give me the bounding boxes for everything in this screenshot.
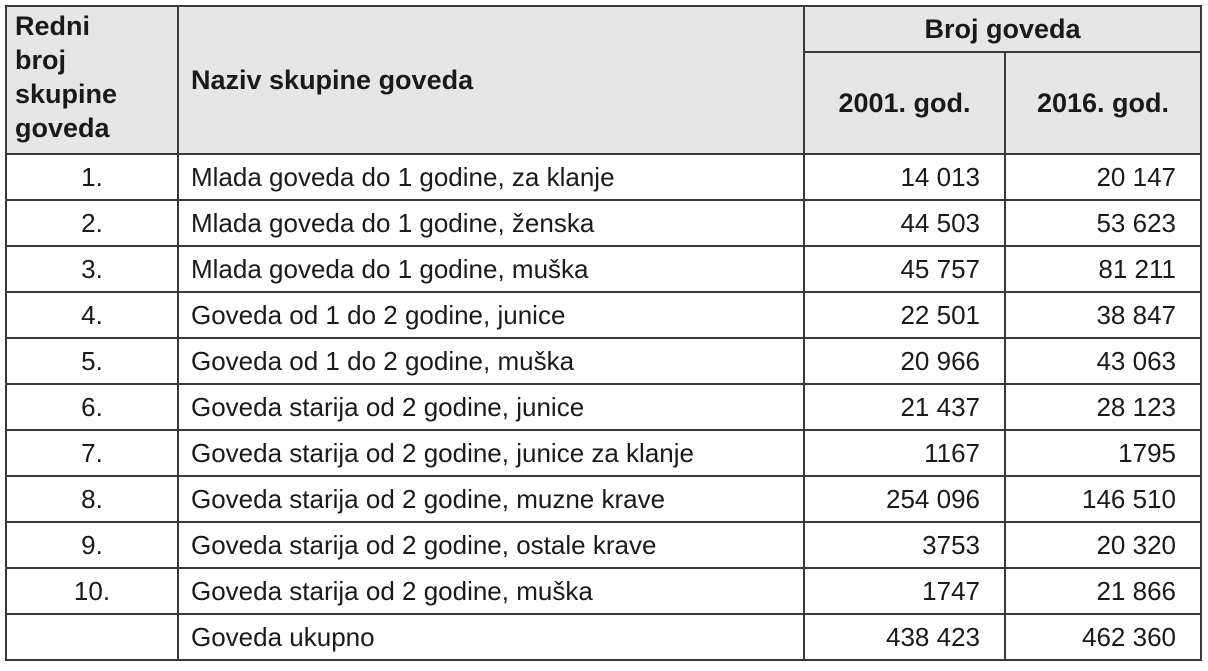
value-2016: 20 320 xyxy=(1005,522,1201,568)
header-rb-line: goveda xyxy=(15,113,110,143)
value-2001: 3753 xyxy=(804,522,1005,568)
table-row xyxy=(6,522,1201,568)
row-number: 2. xyxy=(6,200,178,246)
table-row xyxy=(6,338,1201,384)
value-2001: 1167 xyxy=(804,430,1005,476)
row-name: Mlada goveda do 1 godine, ženska xyxy=(178,200,804,246)
table-row xyxy=(6,614,1201,660)
row-number: 7. xyxy=(6,430,178,476)
table-row xyxy=(6,568,1201,614)
value-2001: 1747 xyxy=(804,568,1005,614)
value-2001: 20 966 xyxy=(804,338,1005,384)
row-number xyxy=(6,614,178,660)
value-2001: 14 013 xyxy=(804,154,1005,200)
table-row xyxy=(6,246,1201,292)
header-year-2016: 2016. god. xyxy=(1005,52,1201,154)
value-2016: 53 623 xyxy=(1005,200,1201,246)
value-2016: 38 847 xyxy=(1005,292,1201,338)
row-name: Goveda ukupno xyxy=(178,614,804,660)
table-row xyxy=(6,384,1201,430)
row-name: Goveda starija od 2 godine, junice xyxy=(178,384,804,430)
row-number: 3. xyxy=(6,246,178,292)
table-row xyxy=(6,476,1201,522)
value-2016: 21 866 xyxy=(1005,568,1201,614)
value-2016: 1795 xyxy=(1005,430,1201,476)
header-year-2001: 2001. god. xyxy=(804,52,1005,154)
value-2001: 22 501 xyxy=(804,292,1005,338)
value-2016: 28 123 xyxy=(1005,384,1201,430)
row-number: 10. xyxy=(6,568,178,614)
row-number: 5. xyxy=(6,338,178,384)
header-naziv: Naziv skupine goveda xyxy=(178,6,804,154)
value-2016: 43 063 xyxy=(1005,338,1201,384)
row-name: Mlada goveda do 1 godine, za klanje xyxy=(178,154,804,200)
table-row xyxy=(6,292,1201,338)
value-2016: 462 360 xyxy=(1005,614,1201,660)
row-name: Goveda starija od 2 godine, muška xyxy=(178,568,804,614)
table-row xyxy=(6,430,1201,476)
header-redni-broj xyxy=(6,6,178,154)
header-broj-goveda: Broj goveda xyxy=(804,6,1201,52)
value-2016: 20 147 xyxy=(1005,154,1201,200)
row-name: Goveda starija od 2 godine, muzne krave xyxy=(178,476,804,522)
header-rb-line: Redni xyxy=(15,11,91,41)
table-row xyxy=(6,200,1201,246)
value-2001: 21 437 xyxy=(804,384,1005,430)
value-2016: 81 211 xyxy=(1005,246,1201,292)
cattle-table xyxy=(5,5,1202,661)
row-name: Goveda od 1 do 2 godine, muška xyxy=(178,338,804,384)
value-2001: 254 096 xyxy=(804,476,1005,522)
header-rb-line: broj xyxy=(15,45,66,75)
row-number: 9. xyxy=(6,522,178,568)
row-number: 6. xyxy=(6,384,178,430)
row-name: Goveda starija od 2 godine, junice za klanje xyxy=(178,430,804,476)
table-row xyxy=(6,154,1201,200)
row-number: 4. xyxy=(6,292,178,338)
header-rb-line: skupine xyxy=(15,79,118,109)
value-2016: 146 510 xyxy=(1005,476,1201,522)
value-2001: 45 757 xyxy=(804,246,1005,292)
value-2001: 438 423 xyxy=(804,614,1005,660)
row-number: 1. xyxy=(6,154,178,200)
value-2001: 44 503 xyxy=(804,200,1005,246)
row-name: Goveda starija od 2 godine, ostale krave xyxy=(178,522,804,568)
row-name: Goveda od 1 do 2 godine, junice xyxy=(178,292,804,338)
row-name: Mlada goveda do 1 godine, muška xyxy=(178,246,804,292)
row-number: 8. xyxy=(6,476,178,522)
